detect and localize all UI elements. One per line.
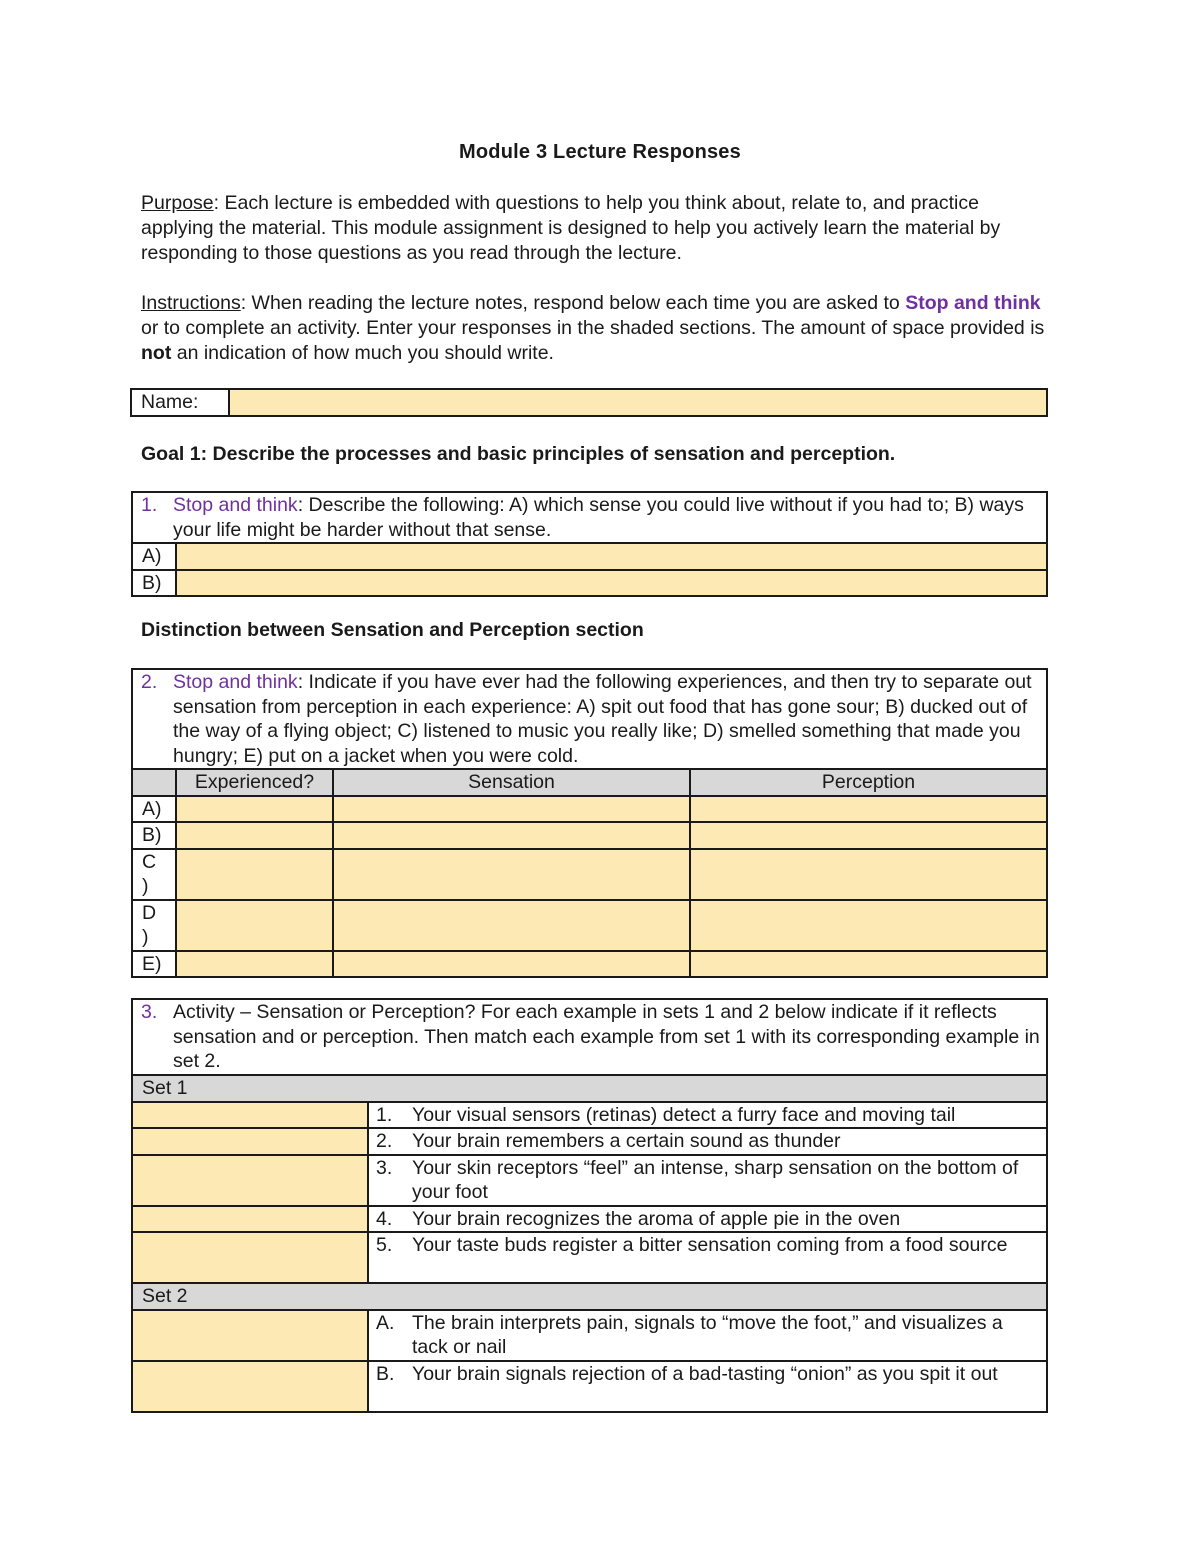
stop-think-emphasis: Stop and think: [905, 292, 1041, 314]
set-2-answer-a[interactable]: [132, 1310, 368, 1361]
set-1-item: [368, 1155, 1047, 1206]
item-text: Your visual sensors (retinas) detect a furry face and moving tail: [412, 1103, 956, 1126]
set-1-label: Set 1: [132, 1075, 1047, 1102]
item-number: 5.: [376, 1234, 393, 1256]
purpose-paragraph: [141, 191, 1051, 266]
question-3-number: 3.: [141, 1001, 158, 1023]
header-perception: Perception: [690, 769, 1047, 796]
question-2-table: [131, 668, 1048, 978]
experienced-field-e[interactable]: [176, 951, 333, 978]
set-2-item: [368, 1361, 1047, 1412]
item-number: 2.: [376, 1130, 393, 1152]
goal-1-heading: Goal 1: Describe the processes and basic principles of sensation and perception.: [141, 443, 896, 465]
item-text: The brain interprets pain, signals to “move the foot,” and visualizes a tack or nail: [412, 1311, 1003, 1358]
row-label-b: B): [132, 570, 176, 597]
set-1-item: [368, 1206, 1047, 1233]
perception-field-a[interactable]: [690, 796, 1047, 823]
set-1-item: [368, 1232, 1047, 1283]
header-sensation: Sensation: [333, 769, 690, 796]
question-2-prompt: [132, 669, 1047, 769]
purpose-text: : Each lecture is embedded with questions to help you think about, relate to, and practice applying the material. This module assignment is designed to help you actively learn the material by responding to those questions as you read through the lecture.: [141, 192, 1001, 264]
question-1-prompt: [132, 492, 1047, 543]
set-2-answer-b[interactable]: [132, 1361, 368, 1412]
experienced-field-a[interactable]: [176, 796, 333, 823]
row-label-d: D ): [132, 900, 176, 951]
experienced-field-d[interactable]: [176, 900, 333, 951]
item-letter: B.: [376, 1362, 395, 1385]
item-text: Your brain signals rejection of a bad-tasting “onion” as you spit it out: [412, 1362, 998, 1385]
answer-field-1b[interactable]: [176, 570, 1047, 597]
question-2-number: 2.: [141, 671, 158, 693]
sensation-field-b[interactable]: [333, 822, 690, 849]
sensation-field-d[interactable]: [333, 900, 690, 951]
instructions-label: Instructions: [141, 292, 241, 314]
row-label-b: B): [132, 822, 176, 849]
row-label-e: E): [132, 951, 176, 978]
header-experienced: Experienced?: [176, 769, 333, 796]
row-label-c: C ): [132, 849, 176, 900]
question-2-header-row: [132, 769, 1047, 796]
page-title: Module 3 Lecture Responses: [459, 141, 741, 163]
item-text: Your taste buds register a bitter sensation coming from a food source: [412, 1234, 1008, 1256]
item-text: Your brain remembers a certain sound as thunder: [412, 1130, 841, 1152]
instructions-text-1: : When reading the lecture notes, respond below each time you are asked to: [240, 292, 906, 314]
item-text: Your brain recognizes the aroma of apple pie in the oven: [412, 1207, 901, 1230]
name-field[interactable]: [229, 389, 1047, 416]
sensation-field-e[interactable]: [333, 951, 690, 978]
instructions-text-2: or to complete an activity. Enter your responses in the shaded sections. The amount of space provided is: [141, 317, 1045, 339]
item-number: 4.: [376, 1207, 393, 1230]
question-1-text: : Describe the following: A) which sense you could live without if you had to; B) ways your life might be harder without that sense.: [173, 494, 1024, 541]
name-table: [130, 388, 1048, 417]
item-number: 1.: [376, 1103, 393, 1126]
set-1-answer-1[interactable]: [132, 1102, 368, 1129]
row-label-a: A): [132, 543, 176, 570]
answer-field-1a[interactable]: [176, 543, 1047, 570]
instructions-text-3: an indication of how much you should write.: [171, 342, 554, 364]
perception-field-e[interactable]: [690, 951, 1047, 978]
question-3-prompt: [132, 999, 1047, 1075]
header-empty: [132, 769, 176, 796]
row-label-a: A): [132, 796, 176, 823]
question-1-number: 1.: [141, 494, 158, 516]
question-1-table: [131, 491, 1048, 597]
perception-field-d[interactable]: [690, 900, 1047, 951]
question-1-stop-think: Stop and think: [173, 494, 298, 516]
set-1-item: [368, 1102, 1047, 1129]
item-text: Your skin receptors “feel” an intense, sharp sensation on the bottom of your foot: [412, 1156, 1019, 1203]
purpose-label: Purpose: [141, 192, 214, 214]
set-1-answer-2[interactable]: [132, 1128, 368, 1155]
instructions-paragraph: [141, 291, 1051, 366]
set-1-answer-3[interactable]: [132, 1155, 368, 1206]
sensation-field-c[interactable]: [333, 849, 690, 900]
item-letter: A.: [376, 1311, 395, 1334]
perception-field-c[interactable]: [690, 849, 1047, 900]
set-1-answer-4[interactable]: [132, 1206, 368, 1233]
item-number: 3.: [376, 1156, 393, 1179]
name-label: Name:: [131, 389, 229, 416]
question-3-table: [131, 998, 1048, 1413]
question-2-text: : Indicate if you have ever had the following experiences, and then try to separate out sensation from perception in each experience: A) spit out food that has gone sour; B) ducked out of the way of a flying object; C) listened to music you really like; D) smelled something that made you hungry; E) put on a jacket when you were cold.: [173, 671, 1032, 767]
section-heading: Distinction between Sensation and Perception section: [141, 619, 644, 641]
perception-field-b[interactable]: [690, 822, 1047, 849]
set-2-label: Set 2: [132, 1283, 1047, 1310]
set-2-item: [368, 1310, 1047, 1361]
sensation-field-a[interactable]: [333, 796, 690, 823]
experienced-field-c[interactable]: [176, 849, 333, 900]
question-2-stop-think: Stop and think: [173, 671, 298, 693]
not-emphasis: not: [141, 342, 172, 364]
question-3-text: Activity – Sensation or Perception? For each example in sets 1 and 2 below indicate if it reflects sensation and or perception. Then match each example from set 1 with its corresponding example in set 2.: [173, 1001, 1040, 1072]
set-1-answer-5[interactable]: [132, 1232, 368, 1283]
set-1-item: [368, 1128, 1047, 1155]
experienced-field-b[interactable]: [176, 822, 333, 849]
